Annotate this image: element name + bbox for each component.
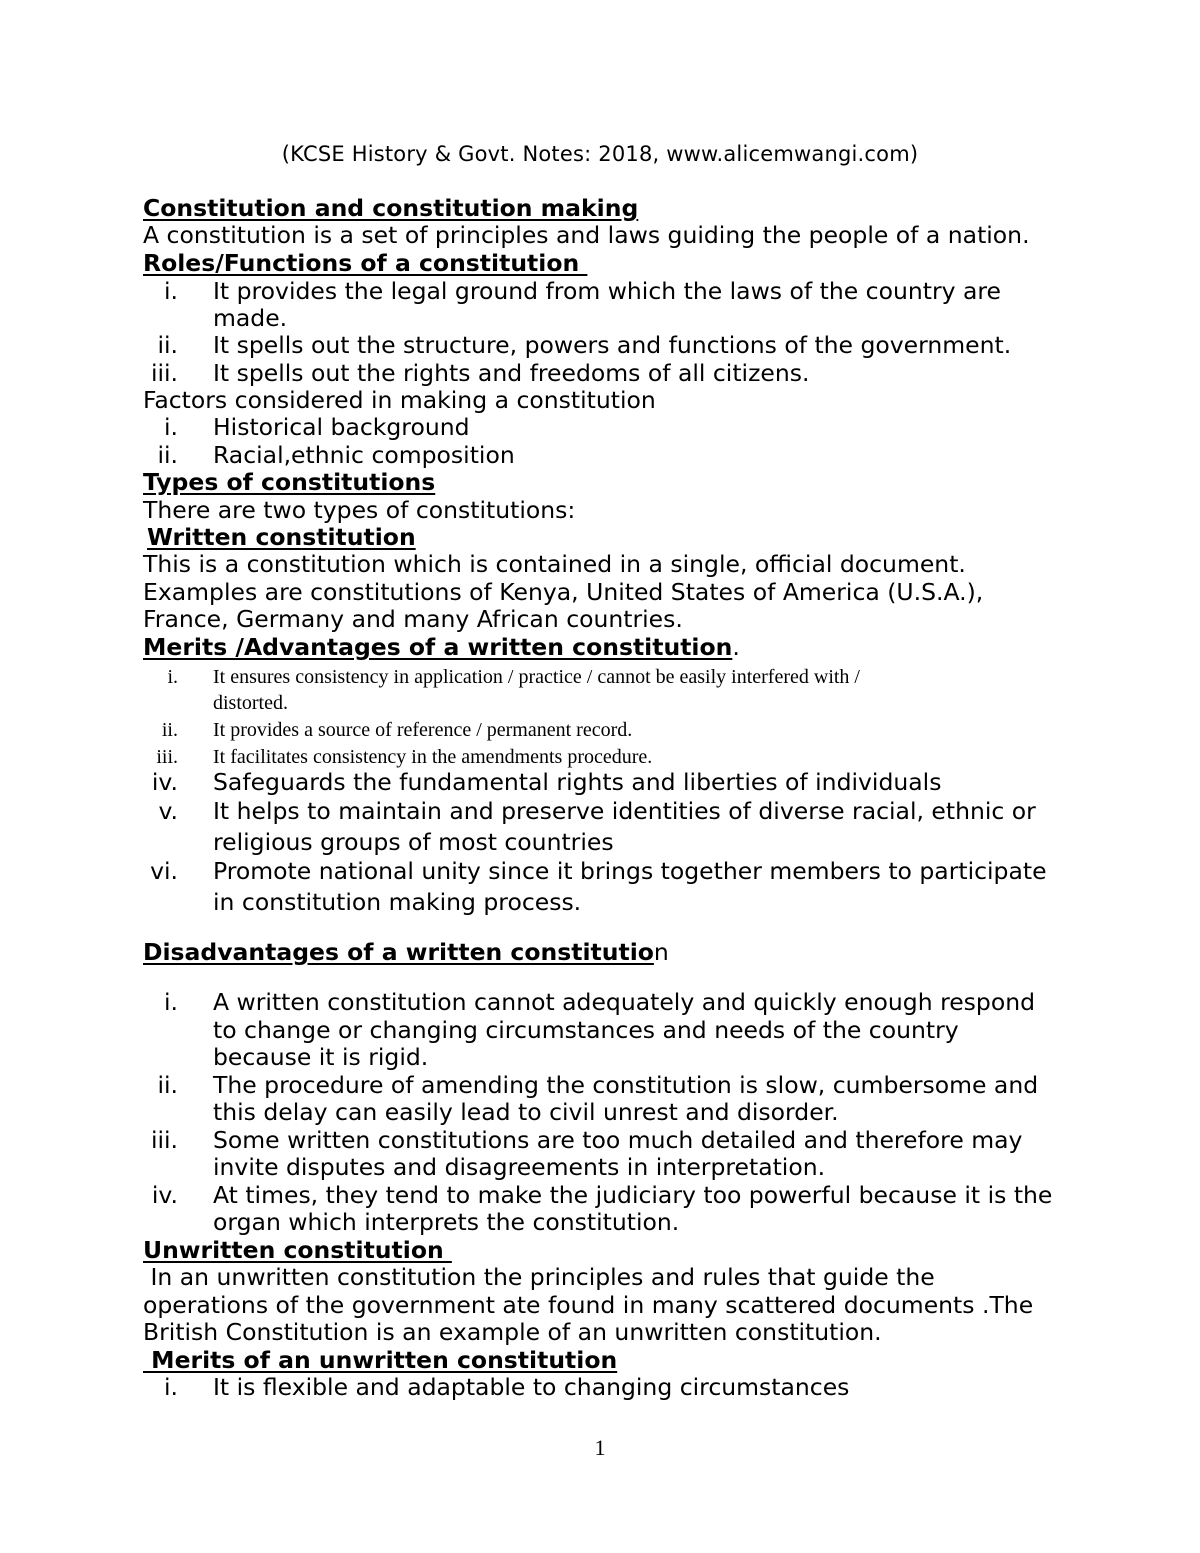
list-item: A written constitution cannot adequately and quickly enough respond (213, 988, 1036, 1016)
list-number: ii. (157, 1071, 178, 1099)
list-item: It helps to maintain and preserve identities of diverse racial, ethnic or (213, 797, 1036, 825)
list-number: iii. (156, 746, 178, 768)
list-number: ii. (161, 719, 178, 741)
subheading-written (147, 523, 416, 551)
merits-written-title-suffix: . (732, 633, 740, 661)
list-item: It spells out the structure, powers and functions of the government. (213, 331, 1012, 359)
unwritten-text-line: British Constitution is an example of an unwritten constitution. (143, 1318, 882, 1346)
list-number: ii. (157, 331, 178, 359)
list-item: It provides a source of reference / permanent record. (213, 719, 633, 741)
page-number: 1 (594, 1435, 606, 1460)
list-item: Racial,ethnic composition (213, 441, 515, 469)
list-item: It spells out the rights and freedoms of all citizens. (213, 359, 810, 387)
unwritten-text-line: In an unwritten constitution the principles and rules that guide the (143, 1263, 935, 1291)
list-item-continuation: distorted. (213, 692, 288, 714)
list-item: Promote national unity since it brings together members to participate (213, 857, 1047, 885)
list-item-continuation: to change or changing circumstances and needs of the country (213, 1016, 959, 1044)
list-item-continuation: made. (213, 304, 288, 332)
list-number: vi. (150, 857, 178, 885)
section-heading-types: Types of constitutions (143, 468, 436, 496)
list-item: It ensures consistency in application / practice / cannot be easily interfered with / (213, 666, 860, 688)
unwritten-text-line: operations of the government ate found in many scattered documents .The (143, 1291, 1034, 1319)
list-item-continuation: this delay can easily lead to civil unrest and disorder. (213, 1098, 839, 1126)
constitution-definition: A constitution is a set of principles and laws guiding the people of a nation. (143, 221, 1030, 249)
subheading-written-text: Written constitution (147, 523, 416, 551)
document-header: (KCSE History & Govt. Notes: 2018, www.alicemwangi.com) (281, 142, 919, 166)
list-number: i. (164, 1373, 178, 1401)
list-number: i. (164, 277, 178, 305)
section-heading-merits-unwritten: Merits of an unwritten constitution (143, 1346, 618, 1374)
list-number: iv. (151, 768, 178, 796)
list-item: The procedure of amending the constitution is slow, cumbersome and (213, 1071, 1039, 1099)
section-heading-constitution: Constitution and constitution making (143, 194, 639, 222)
list-item: It facilitates consistency in the amendments procedure. (213, 746, 653, 768)
disadvantages-title-suffix: n (653, 938, 669, 966)
section-heading-merits-written (143, 633, 740, 661)
list-item: Some written constitutions are too much detailed and therefore may (213, 1126, 1023, 1154)
section-heading-unwritten: Unwritten constitution (143, 1236, 452, 1264)
list-number: iv. (151, 1181, 178, 1209)
list-number: v. (158, 797, 178, 825)
section-heading-roles: Roles/Functions of a constitution (143, 249, 588, 277)
list-item-continuation: in constitution making process. (213, 888, 582, 916)
types-intro: There are two types of constitutions: (143, 496, 576, 524)
list-number: i. (164, 413, 178, 441)
list-item-continuation: invite disputes and disagreements in interpretation. (213, 1153, 826, 1181)
section-heading-disadvantages-written (143, 938, 669, 966)
disadvantages-title: Disadvantages of a written constitutio (143, 938, 654, 966)
list-item-continuation: because it is rigid. (213, 1043, 429, 1071)
list-number: i. (167, 666, 178, 688)
list-item: At times, they tend to make the judiciary too powerful because it is the (213, 1181, 1053, 1209)
written-text-line: France, Germany and many African countries. (143, 605, 683, 633)
list-number: iii. (150, 1126, 178, 1154)
list-item-continuation: religious groups of most countries (213, 828, 614, 856)
list-item: Safeguards the fundamental rights and liberties of individuals (213, 768, 942, 796)
written-text-line: Examples are constitutions of Kenya, United States of America (U.S.A.), (143, 578, 984, 606)
list-item: Historical background (213, 413, 470, 441)
list-item: It provides the legal ground from which the laws of the country are (213, 277, 1002, 305)
list-number: i. (164, 988, 178, 1016)
list-number: ii. (157, 441, 178, 469)
section-heading-factors: Factors considered in making a constitution (143, 386, 656, 414)
merits-written-title: Merits /Advantages of a written constitution (143, 633, 733, 661)
list-item: It is flexible and adaptable to changing circumstances (213, 1373, 850, 1401)
list-item-continuation: organ which interprets the constitution. (213, 1208, 680, 1236)
written-text-line: This is a constitution which is contained in a single, official document. (143, 550, 966, 578)
list-number: iii. (150, 359, 178, 387)
